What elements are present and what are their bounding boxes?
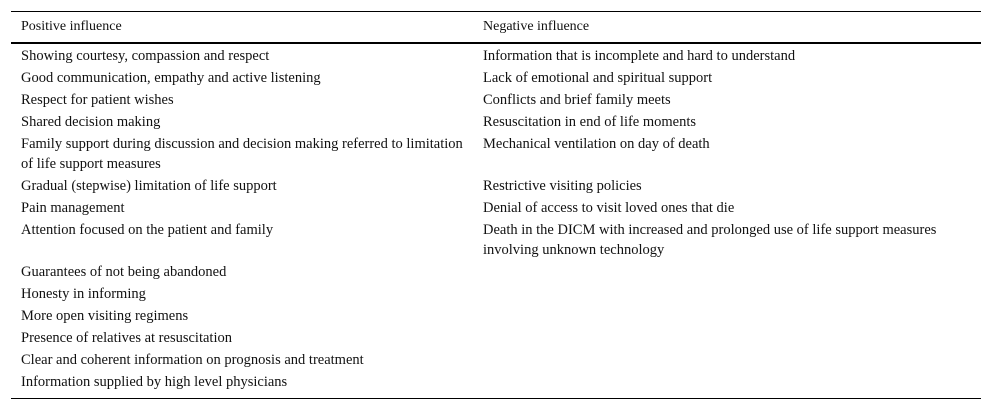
table-row — [11, 349, 981, 371]
table-row — [11, 371, 981, 399]
positive-cell: Respect for patient wishes — [21, 92, 174, 108]
positive-cell: Showing courtesy, compassion and respect — [21, 48, 270, 64]
table-row — [11, 327, 981, 349]
table-row — [11, 305, 981, 327]
table-row — [11, 133, 981, 175]
negative-cell: Lack of emotional and spiritual support — [483, 70, 713, 86]
positive-cell: Family support during discussion and decision making referred to limitation of life support measures — [21, 136, 463, 172]
negative-cell: Restrictive visiting policies — [483, 178, 642, 194]
negative-cell: Information that is incomplete and hard to understand — [483, 48, 796, 64]
negative-cell: Mechanical ventilation on day of death — [483, 136, 710, 152]
negative-cell — [473, 305, 981, 327]
positive-cell: Guarantees of not being abandoned — [21, 264, 227, 280]
positive-cell: Information supplied by high level physicians — [21, 374, 288, 390]
negative-cell — [473, 327, 981, 349]
positive-cell: More open visiting regimens — [21, 308, 189, 324]
header-negative-influence: Negative influence — [483, 19, 590, 34]
table-row — [11, 175, 981, 197]
positive-cell: Attention focused on the patient and family — [21, 222, 274, 238]
positive-cell: Presence of relatives at resuscitation — [21, 330, 232, 346]
negative-cell — [473, 349, 981, 371]
positive-cell: Clear and coherent information on prognosis and treatment — [21, 352, 364, 368]
table-row — [11, 111, 981, 133]
table-row — [11, 283, 981, 305]
positive-cell: Honesty in informing — [21, 286, 146, 302]
header-row — [11, 12, 981, 44]
table-row — [11, 43, 981, 67]
influence-table-container — [11, 11, 981, 399]
table-body — [11, 43, 981, 399]
table-row — [11, 89, 981, 111]
table-row — [11, 261, 981, 283]
negative-cell: Resuscitation in end of life moments — [483, 114, 697, 130]
table-row — [11, 219, 981, 261]
positive-cell: Gradual (stepwise) limitation of life support — [21, 178, 277, 194]
positive-cell: Pain management — [21, 200, 125, 216]
negative-cell — [473, 261, 981, 283]
negative-cell: Denial of access to visit loved ones that die — [483, 200, 735, 216]
positive-cell: Good communication, empathy and active listening — [21, 70, 321, 86]
positive-cell: Shared decision making — [21, 114, 161, 130]
table-row — [11, 67, 981, 89]
influence-table — [11, 11, 981, 399]
negative-cell — [473, 283, 981, 305]
negative-cell: Conflicts and brief family meets — [483, 92, 671, 108]
negative-cell: Death in the DICM with increased and prolonged use of life support measures involving unknown technology — [483, 222, 937, 258]
table-header — [11, 12, 981, 44]
negative-cell — [473, 371, 981, 399]
header-positive-influence: Positive influence — [21, 19, 122, 34]
table-row — [11, 197, 981, 219]
